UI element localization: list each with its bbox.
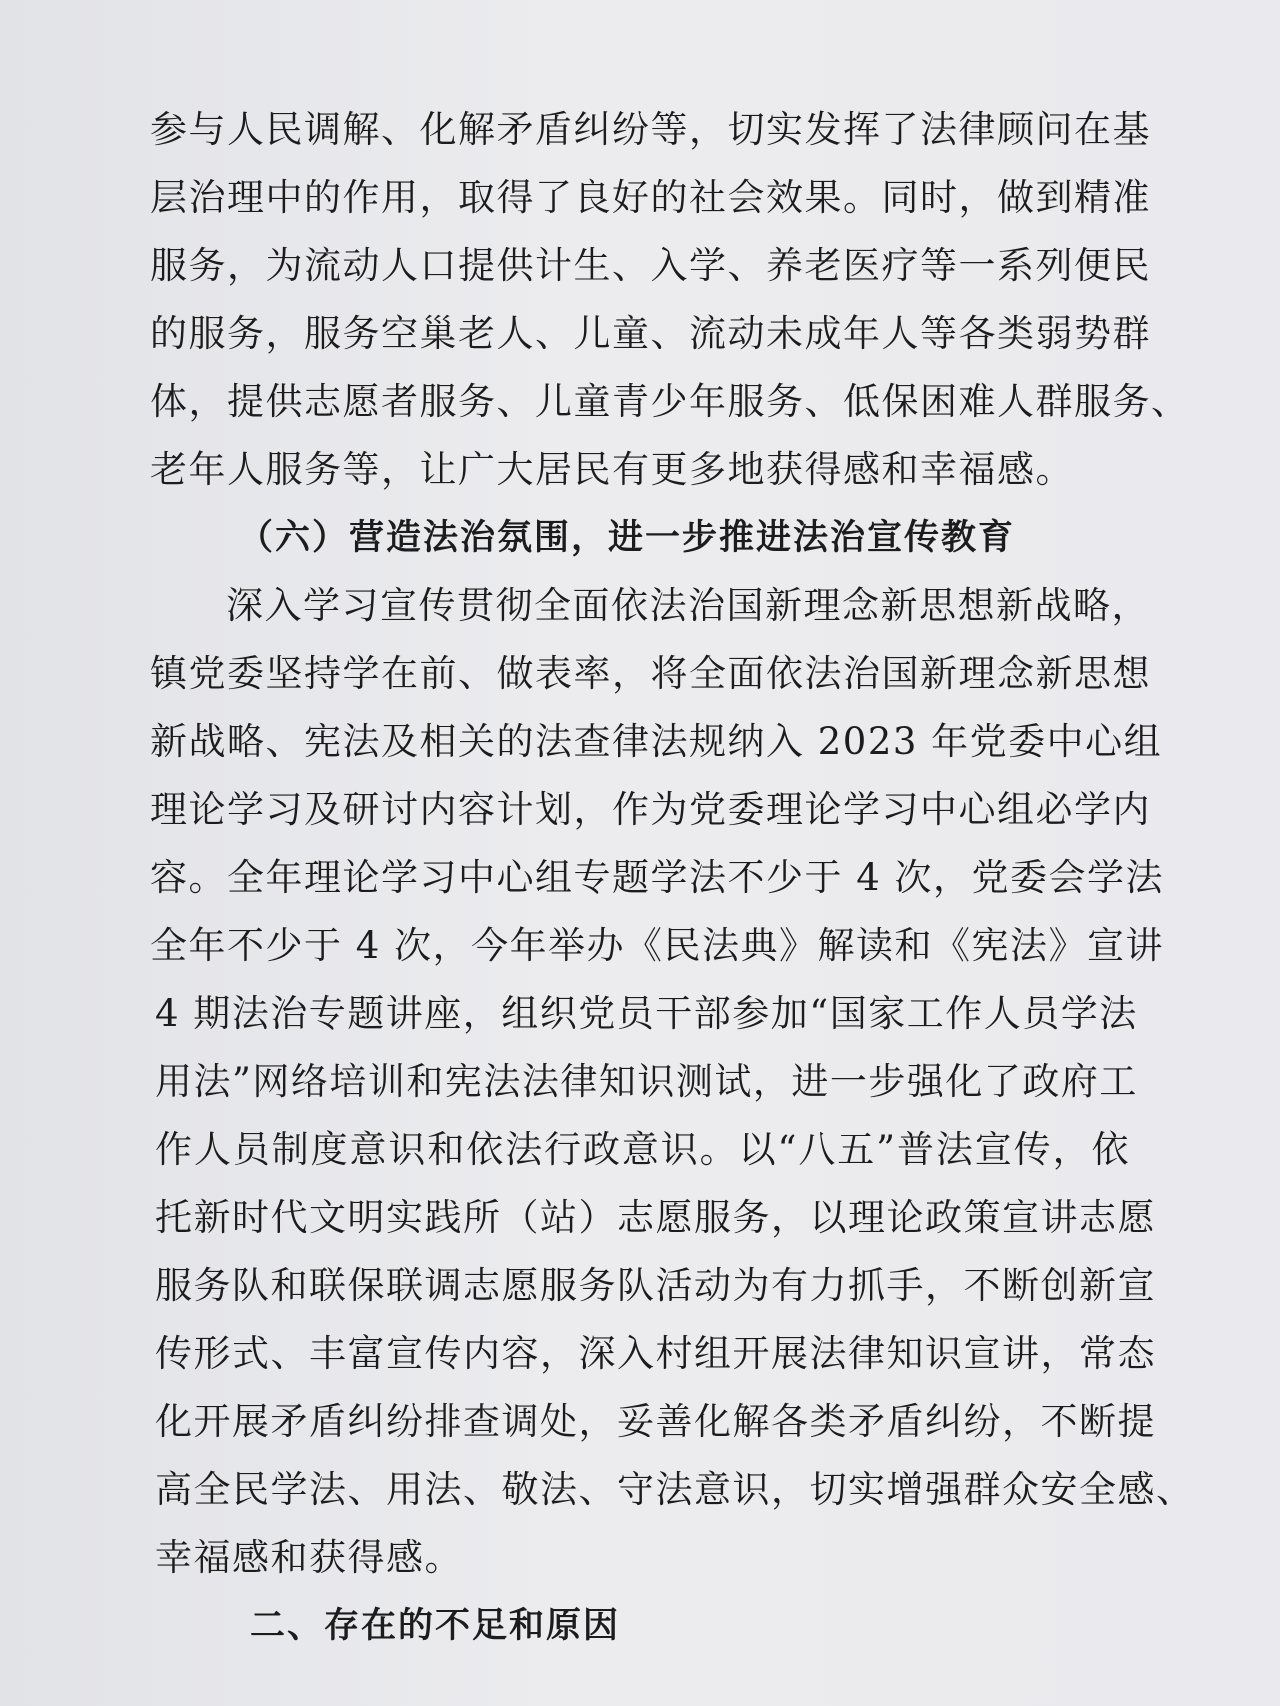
text-line: 化开展矛盾纠纷排查调处，妥善化解各类矛盾纠纷，不断提 — [155, 1400, 1156, 1443]
text-line: 老年人服务等，让广大居民有更多地获得感和幸福感。 — [150, 448, 1074, 491]
paragraph-legal-publicity — [150, 572, 1195, 1592]
paragraph-legal-advisor-services — [150, 96, 1190, 504]
text-line: 幸福感和获得感。 — [155, 1536, 463, 1579]
text-line: 全年不少于 4 次，今年举办《民法典》解读和《宪法》宣讲 — [150, 924, 1165, 967]
text-line: 深入学习宣传贯彻全面依法治国新理念新思想新战略， — [226, 584, 1150, 627]
text-line: 高全民学法、用法、敬法、守法意识，切实增强群众安全感、 — [155, 1468, 1195, 1511]
text-line: 4 期法治专题讲座，组织党员干部参加“国家工作人员学法 — [155, 992, 1138, 1035]
document-body — [150, 96, 1195, 1660]
section-heading-two: 二、存在的不足和原因 — [250, 1606, 621, 1646]
section-heading-six: （六）营造法治氛围，进一步推进法治宣传教育 — [238, 518, 1016, 558]
text-line: 理论学习及研讨内容计划，作为党委理论学习中心组必学内 — [150, 788, 1151, 831]
text-line: 作人员制度意识和依法行政意识。以“八五”普法宣传，依 — [155, 1128, 1130, 1171]
text-line: 托新时代文明实践所（站）志愿服务，以理论政策宣讲志愿 — [155, 1196, 1156, 1239]
text-line: 参与人民调解、化解矛盾纠纷等，切实发挥了法律顾问在基 — [150, 108, 1151, 151]
text-line: 层治理中的作用，取得了良好的社会效果。同时，做到精准 — [150, 176, 1151, 219]
text-line: 体，提供志愿者服务、儿童青少年服务、低保困难人群服务、 — [150, 380, 1190, 423]
text-line: 用法”网络培训和宪法法律知识测试，进一步强化了政府工 — [155, 1060, 1138, 1103]
text-line: 镇党委坚持学在前、做表率，将全面依法治国新理念新思想 — [150, 652, 1151, 695]
text-line: 的服务，服务空巢老人、儿童、流动未成年人等各类弱势群 — [150, 312, 1151, 355]
text-line: 服务队和联保联调志愿服务队活动为有力抓手，不断创新宣 — [155, 1264, 1156, 1307]
text-line: 容。全年理论学习中心组专题学法不少于 4 次，党委会学法 — [150, 856, 1165, 899]
text-line: 传形式、丰富宣传内容，深入村组开展法律知识宣讲，常态 — [155, 1332, 1156, 1375]
text-line: 服务，为流动人口提供计生、入学、养老医疗等一系列便民 — [150, 244, 1151, 287]
text-line: 新战略、宪法及相关的法查律法规纳入 2023 年党委中心组 — [150, 720, 1163, 763]
